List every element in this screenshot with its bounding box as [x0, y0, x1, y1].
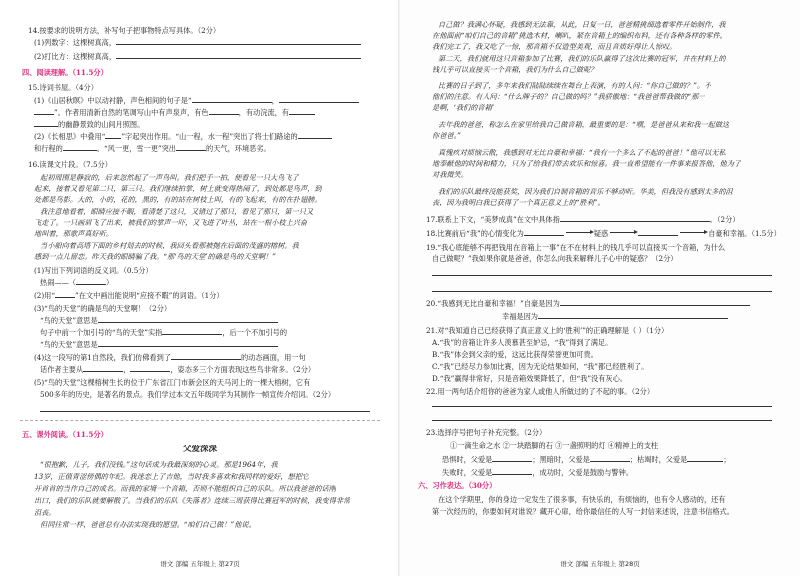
- q14-a2-blank[interactable]: [116, 52, 361, 59]
- q23-options: ①一滴生命之水 ②一块踏脚的石 ③一盏照明的灯 ④精神上的支柱: [450, 441, 659, 450]
- q17-blank[interactable]: [560, 215, 710, 222]
- q19-answer-line2[interactable]: [432, 291, 772, 292]
- arrow-icon: [610, 232, 636, 233]
- q16-s4-blank1[interactable]: [171, 353, 241, 360]
- q16-s3d: “鸟的天堂”意思是: [40, 340, 278, 349]
- article-p8-l1: 我们的乐队最终没能获奖，因为我们自制音箱的音乐不够动听。华美，但我没有感到太多的沮: [438, 187, 733, 196]
- left-footer: 语文 部编 五年级上 第27页: [160, 560, 240, 568]
- q16-s4-blank2[interactable]: [83, 365, 123, 372]
- article-p6-l1: 去年我的爸爸，称怎么在家里给我自己做音箱，最重要的是：“嘿，是爸爸从来和我一起做这: [438, 120, 730, 129]
- q16-s1-blank[interactable]: [76, 278, 106, 285]
- q16-s3-blank1[interactable]: [98, 316, 278, 323]
- q16-p2-l2: 飞走了。一只画眉飞了出来，被我们的掌声一吓，又飞进了叶丛，站在一根小枝上兴奋: [34, 218, 308, 227]
- q18: 18.比赛前后“我”的心情变化为 疑惑 自豪和幸福。（1.5分）: [426, 229, 781, 238]
- arrow-icon: [566, 232, 592, 233]
- q15-blank2[interactable]: [279, 96, 359, 103]
- q23-line2: 失败时，父爱是 ，成功时，父爱是鼓励与警钟。: [442, 468, 633, 477]
- article-p3-l3: 我们完工了，我又吃了一惊，那音箱不仅造型美观，而且音质好得让人惊叹。: [432, 42, 677, 51]
- q20-blank2[interactable]: [538, 312, 728, 319]
- q21-stem: 21.对“我知道自己已经获得了真正意义上的‘胜利’”的正确理解是（ ）（1分）: [426, 326, 669, 335]
- q16-s3-blank2[interactable]: [162, 328, 222, 335]
- article-p1-l3: 开首首的当作自己的成名。而我的家境一个音箱，否则不能组织自己的乐队。所以我爸爸的话刚: [34, 484, 336, 493]
- q15-blank8[interactable]: [63, 144, 97, 151]
- section4-heading: 四、阅读理解。（11.5分）: [22, 68, 108, 77]
- article-p6-l2: 你爸爸。”: [432, 131, 461, 140]
- q15-stem: 15.诗词书屋。（4分）: [28, 83, 98, 92]
- q16-s3-blank3[interactable]: [98, 340, 278, 347]
- q17: 17.联系上下文，“美梦成真”在文中具体指 。（2分）: [426, 215, 740, 224]
- q15-blank9[interactable]: [176, 144, 206, 151]
- q21-option-c[interactable]: C.“我”已经尽力参加比赛，因为无论结果如何，“我”都已经胜利了。: [432, 362, 649, 371]
- q16-s3: (3)“鸟的天堂”的确是鸟的天堂啊！（2分）: [34, 304, 172, 313]
- q16-s3b: 句子中前一个加引号的“鸟的天堂”实指 ，后一个不加引号的: [40, 328, 288, 337]
- divider: [20, 420, 380, 421]
- q16-s3a: “鸟的天堂”意思是: [40, 316, 278, 325]
- q16-s4-blank3[interactable]: [130, 365, 170, 372]
- q22-stem: 22.用一两句话介绍你的爸爸为家人或他人所做过的了不起的事。（2分）: [426, 387, 655, 396]
- article-p3-l2: 在他面前“咱们自己的音箱”挑选木材，喇叭，紧在音箱上的编织布料，还有各种各样的零件。: [432, 31, 727, 40]
- right-footer: 语文 部编 五年级上 第28页: [560, 560, 640, 568]
- article-p5-l1: 比赛的日子到了，多年来我们陆陆续续在舞台上表演，有的人问：“你自己做的？”。不: [438, 81, 712, 90]
- q21-option-a[interactable]: A.“我”的音箱让许多人羡慕甚至妒忌，“我”得到了满足。: [432, 338, 613, 347]
- q15-line4: (2)《长相思》中叠用“ ”字起突出作用。“山一程，水一程”突出了将士们路途的: [34, 132, 332, 141]
- q16-s5-l1: (5)“鸟的天堂”这棵榕树生长的位于广东省江门市新会区的天马河上的一棵大榕树，它有: [34, 378, 311, 387]
- q14-a1-blank[interactable]: [116, 38, 361, 45]
- q23-blank2[interactable]: [590, 455, 630, 462]
- q16-s1-answer: 热闹——（ ）: [40, 278, 114, 287]
- q21-option-d[interactable]: D.“我”赢得非常好，只是音箱效果降低了，但“我”没有灰心。: [432, 374, 627, 383]
- q19-answer-line1[interactable]: [432, 275, 772, 276]
- article-p4-l2: 钱几乎可以直接买一个音箱，我们为什么自己做呢？: [432, 65, 598, 74]
- article-p4-l1: 第二天，我们就用这只音箱参加了比赛，我们的乐队赢得了这次比赛的冠军，并在材料上的: [438, 54, 726, 63]
- section5-heading: 五、课外阅读。（11.5分）: [22, 430, 108, 439]
- composition-l1: 在这个学期里，你的身边一定发生了很多事，有快乐的，有烦恼的，也有令人感动的，还有: [438, 495, 726, 504]
- q15-blank3[interactable]: [209, 108, 239, 115]
- article-p1-l2: 13岁，正值青涩傍偶的年纪。我迷恋上了吉他，当时我多喜欢和我同样的爱好，想把它: [34, 472, 310, 481]
- q15-blank1[interactable]: [192, 96, 272, 103]
- q23-blank4[interactable]: [492, 468, 532, 475]
- q16-p2-l3: 地叫着，那歌声真好听。: [34, 229, 114, 238]
- article-p1-l4: 出口，我们的乐队就要解散了。当我们的乐队《失落者》连续三周获得比赛冠军的时候，我变得非常: [34, 496, 351, 505]
- article-title: 父爱深深: [182, 445, 217, 454]
- q16-s4-cont: 话作者主要从 ， ，姿态多三个方面表现这些鸟非常多。（2分）: [40, 365, 316, 374]
- q16-s5-l2: 500多年的历史，是著名的景点。我们学过本文五年级同学为其制作一帧宣传介绍词。（2分）: [40, 390, 336, 399]
- q16-p3-l2: 感到一点儿留恋。昨天我的眼睛骗了我。“那‘鸟的天堂’的确是鸟的天堂啊！”: [34, 252, 276, 261]
- q15-blank5[interactable]: [34, 120, 58, 127]
- q23-blank3[interactable]: [687, 455, 723, 462]
- q15-blank4[interactable]: [289, 108, 315, 115]
- q15-line5: 和行程的 。“风一更，雪一更”突出 的天气，环境恶劣。: [34, 144, 271, 153]
- q14-a2: (2)打比方：这棵树真高，: [34, 52, 361, 61]
- article-p5-l3: 是啊，‘我们的音箱’: [432, 103, 495, 112]
- q14-a1: (1)列数字：这棵树真高，: [34, 38, 361, 47]
- section6-heading: 六、习作表达。（30分）: [418, 481, 497, 490]
- q16-p1-l3: 处都是鸟影。大的，小的，花的，黑的，有的站在树枝上叫，有的飞起来，有的在扑翅膀。: [34, 195, 322, 204]
- q15-line1: (1)《山居秋暝》中以动衬静，声色相间的句子是“ ，: [34, 96, 359, 105]
- q18-blank2[interactable]: [638, 229, 678, 236]
- q15-blank6[interactable]: [105, 132, 121, 139]
- q16-p2-l1: 我注意地看着，眼睛应接不暇，看清楚了这只，又错过了那只，看见了那只，第一只又: [40, 207, 314, 216]
- article-p7-l3: 对我微笑。: [432, 170, 468, 179]
- q22-answer-line1[interactable]: [432, 406, 772, 407]
- q16-s2: (2)用“ ”在文中画出能说明“应接不暇”的词语。（1分）: [34, 291, 224, 300]
- arrow-icon: [680, 232, 706, 233]
- q21-option-b[interactable]: B.“我”体会到父亲的爱，这远比获得荣誉更加可贵。: [432, 350, 598, 359]
- q16-s5-answer-line[interactable]: [40, 411, 370, 412]
- q23-line1: 恐惧时，父爱是 ；黑暗时，父爱是 ；枯竭时，父爱是 ；: [442, 455, 731, 464]
- q15-blank7[interactable]: [298, 132, 332, 139]
- q20-b: 幸福是因为: [502, 312, 728, 321]
- q16-p3-l1: 当小船向着高塔下面的乡村划去的时候，我回头看那被抛在后面的茂盛的榕树。我: [40, 241, 299, 250]
- q20-blank1[interactable]: [560, 299, 750, 306]
- q19-l2: 自己做呢？”我如果你就是爸爸，你怎么向我来解释儿子心中的疑惑？（2分）: [432, 254, 678, 263]
- article-p2: 但同往常一样，爸爸总有办法实现我的愿望。“咱们自己做！”他说。: [40, 520, 256, 529]
- article-p8-l2: 丧，因为我明白我已获得了一个真正意义上的“胜利”。: [432, 198, 605, 207]
- composition-l2: 第一次经历的，你要如何对谁说？藏开心扉，给你最信任的人写一封信来述说，注意书信格式。: [432, 507, 734, 516]
- article-p5-l2: 他们的注意。有人问：“什么牌子的？自己做的吗？”我骄傲地：“我爸爸帮我做的“那一: [432, 92, 706, 101]
- q16-s4: (4)这一段写的第1自然段，我们仿佛看到了 的动态画面，用一句: [34, 353, 306, 362]
- q23-stem: 23.选择序号把句子补充完整。（2分）: [426, 428, 547, 437]
- article-p1-l1: “很抱歉，儿子，我们没钱。”这句话成为我最深刻的心灵。那是1964年，我: [40, 460, 278, 469]
- article-p7-l1: 真愧疚对烦恼云散，我感到对无比自豪和幸福：“我有一个多么了不起的爸爸！”他可以无私: [438, 148, 726, 157]
- q16-stem: 16.读课文片段。（7.5分）: [28, 160, 112, 169]
- q16-p1-l1: 起初周围是静寂的，后来忽然起了一声鸟叫。我们把手一拍，便看见一只大鸟飞了: [40, 173, 299, 182]
- right-page: [400, 0, 800, 576]
- q15-line3: 的幽静景致的山间月照图。: [34, 120, 144, 129]
- q15-line2: ”。作者用清新自然的笔调写山中有声泉声，有色 ，有动浣流，有: [34, 108, 315, 117]
- q23-blank1[interactable]: [492, 455, 532, 462]
- q22-answer-line2[interactable]: [432, 420, 772, 421]
- q18-blank1[interactable]: [524, 229, 564, 236]
- q14-stem: 14.按要求的说明方法，补写句子把事物特点写具体。（2分）: [28, 26, 221, 35]
- q19-l1: 19.“我心底能够不再把钱用在音箱上一事”在不在材料上的钱几乎可以直接买一个音箱，为什么: [426, 243, 726, 252]
- q16-p1-l2: 起来，接着又看见第二只，第三只。我们继续拍掌，树上就变得热闹了，到处都是鸟声，到: [34, 184, 322, 193]
- q16-s1: (1)写出下列词语的反义词。（0.5分）: [34, 266, 153, 275]
- article-p3-l1: 自己做？我满心怀疑，我感到无法靠，从此，日复一日，爸爸精挑细选着零件开始制作，我: [438, 20, 726, 29]
- q20: 20.“我感到无比自豪和幸福！”自豪是因为: [426, 299, 750, 308]
- article-p1-l5: 沮丧。: [34, 508, 56, 517]
- article-p7-l2: 地奉献他的时间和精力，只为了给我们带去欢乐和惊喜。我一直希望能有一件事来报答他，他为了: [432, 159, 742, 168]
